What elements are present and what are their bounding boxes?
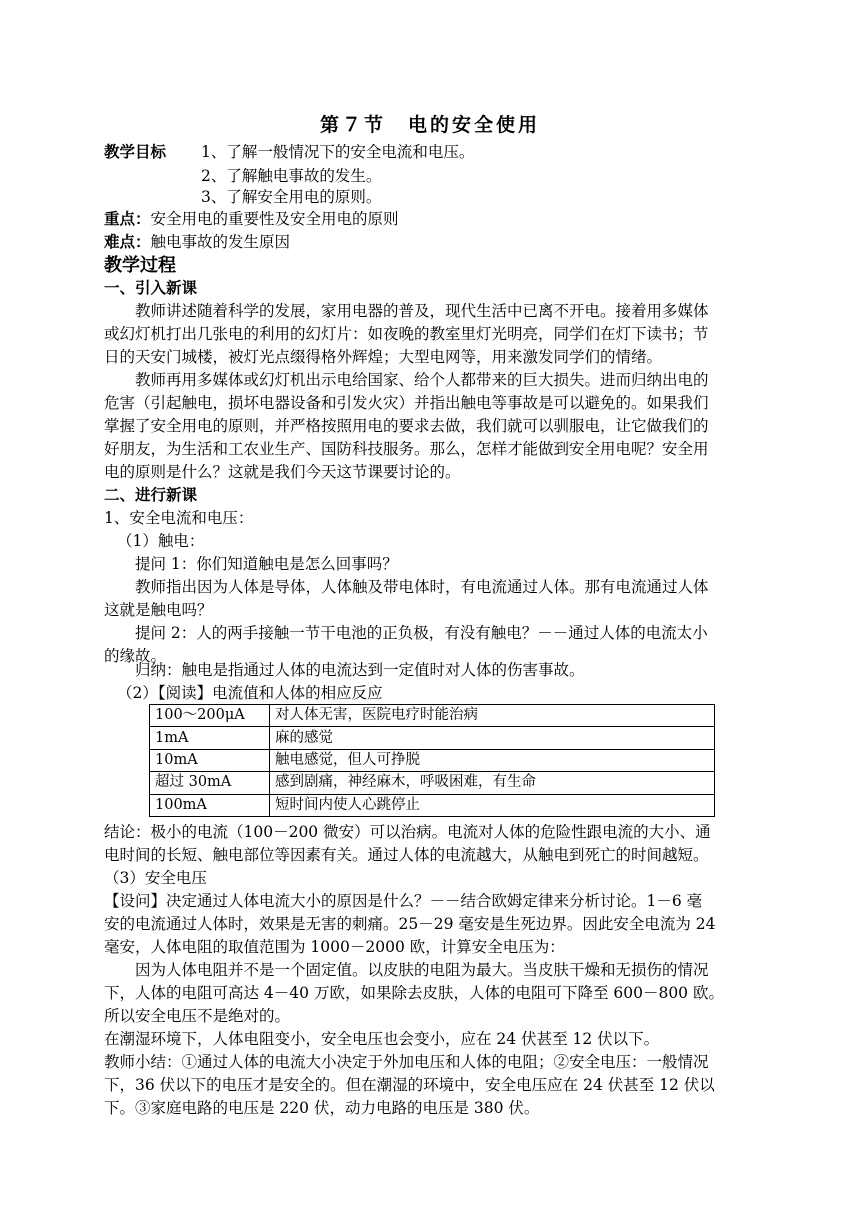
paragraph-line: 或幻灯机打出几张电的利用的幻灯片：如夜晚的教室里灯光明亮，同学们在灯下读书；节 bbox=[104, 325, 709, 343]
difficulty-text: 触电事故的发生原因 bbox=[150, 233, 291, 251]
difficulty-label: 难点： bbox=[104, 233, 151, 251]
summary-line: 下。③家庭电路的电压是 220 伏，动力电路的电压是 380 伏。 bbox=[104, 1099, 540, 1117]
page-title: 第７节 电的安全使用 bbox=[319, 114, 540, 136]
summary-line: 下，36 伏以下的电压才是安全的。但在潮湿的环境中，安全电压应在 24 伏甚至 12 伏以 bbox=[104, 1076, 715, 1094]
reaction-cell: 触电感觉，但人可挣脱 bbox=[270, 749, 715, 771]
subsection-heading: 1、安全电流和电压： bbox=[104, 509, 254, 527]
section2-heading: 二、进行新课 bbox=[104, 486, 198, 504]
paragraph-line: 好朋友，为生活和工农业生产、国防科技服务。那么，怎样才能做到安全用电呢？安全用 bbox=[104, 440, 709, 458]
question-line: 提问 2：人的两手接触一节干电池的正负极，有没有触电？－－通过人体的电流太小 bbox=[135, 624, 708, 642]
paragraph-line: 所以安全电压不是绝对的。 bbox=[104, 1007, 291, 1025]
table-row bbox=[150, 705, 715, 727]
current-reaction-table bbox=[149, 704, 715, 817]
key-point bbox=[104, 207, 399, 231]
table-row bbox=[150, 749, 715, 771]
paragraph-line: 下，人体的电阻可高达 4－40 万欧，如果除去皮肤，人体的电阻可下降至 600－800 欧。 bbox=[104, 984, 724, 1002]
question-line: 提问 1：你们知道触电是怎么回事吗？ bbox=[135, 555, 398, 573]
objectives-label: 教学目标 bbox=[104, 143, 167, 161]
current-cell: 10mA bbox=[150, 749, 270, 771]
table-row bbox=[150, 772, 715, 794]
question-line: 毫安，人体电阻的取值范围为 1000－2000 欧，计算安全电压为： bbox=[104, 938, 565, 956]
objective-item: 2、了解触电事故的发生。 bbox=[201, 167, 382, 185]
difficulty bbox=[104, 230, 290, 254]
current-cell: 1mA bbox=[150, 727, 270, 749]
key-point-label: 重点： bbox=[104, 210, 151, 228]
table-row bbox=[150, 727, 715, 749]
conclusion-line: 结论：极小的电流（100－200 微安）可以治病。电流对人体的危险性跟电流的大小、通 bbox=[104, 823, 711, 841]
reaction-cell: 麻的感觉 bbox=[270, 727, 715, 749]
table-row bbox=[150, 794, 715, 816]
paragraph-line: 这就是触电吗？ bbox=[104, 601, 213, 619]
summary-line: 教师小结：①通过人体的电流大小决定于外加电压和人体的电阻；②安全电压：一般情况 bbox=[104, 1053, 709, 1071]
process-heading: 教学过程 bbox=[104, 255, 176, 276]
paragraph-line: 教师指出因为人体是导体，人体触及带电体时，有电流通过人体。那有电流通过人体 bbox=[135, 578, 709, 596]
item-heading: （1）触电： bbox=[117, 532, 205, 550]
paragraph-line: 因为人体电阻并不是一个固定值。以皮肤的电阻为最大。当皮肤干燥和无损伤的情况 bbox=[135, 961, 709, 979]
paragraph-line: 教师再用多媒体或幻灯机出示电给国家、给个人都带来的巨大损失。进而归纳出电的 bbox=[135, 371, 709, 389]
paragraph-line: 教师讲述随着科学的发展，家用电器的普及，现代生活中已离不开电。接着用多媒体 bbox=[135, 302, 709, 320]
objective-item: 3、了解安全用电的原则。 bbox=[201, 188, 382, 206]
paragraph-line: 在潮湿环境下，人体电阻变小，安全电压也会变小，应在 24 伏甚至 12 伏以下。 bbox=[104, 1030, 660, 1048]
paragraph-line: 日的天安门城楼，被灯光点缀得格外辉煌；大型电网等，用来激发同学们的情绪。 bbox=[104, 348, 663, 366]
current-cell: 100～200μA bbox=[150, 705, 270, 727]
reaction-cell: 短时间内使人心跳停止 bbox=[270, 794, 715, 816]
summary-line: 归纳：触电是指通过人体的电流达到一定值时对人体的伤害事故。 bbox=[135, 661, 585, 679]
question-line: 【设问】决定通过人体电流大小的原因是什么？－－结合欧姆定律来分析讨论。1－6 毫 bbox=[104, 892, 703, 910]
reaction-cell: 感到剧痛，神经麻木，呼吸困难，有生命 bbox=[270, 772, 715, 794]
paragraph-line: 危害（引起触电，损坏电器设备和引发火灾）并指出触电等事故是可以避免的。如果我们 bbox=[104, 394, 709, 412]
section1-heading: 一、引入新课 bbox=[104, 279, 198, 297]
item-heading: （3）安全电压 bbox=[104, 869, 207, 887]
reaction-cell: 对人体无害，医院电疗时能治病 bbox=[270, 705, 715, 727]
item-heading: （2）【阅读】电流值和人体的相应反应 bbox=[117, 684, 383, 702]
question-line: 的缘故。 bbox=[104, 647, 167, 665]
paragraph-line: 电的原则是什么？这就是我们今天这节课要讨论的。 bbox=[104, 463, 461, 481]
current-cell: 100mA bbox=[150, 794, 270, 816]
conclusion-line: 电时间的长短、触电部位等因素有关。通过人体的电流越大，从触电到死亡的时间越短。 bbox=[104, 846, 709, 864]
question-line: 安的电流通过人体时，效果是无害的刺痛。25－29 毫安是生死边界。因此安全电流为 24 bbox=[104, 915, 716, 933]
objective-item: 1、了解一般情况下的安全电流和电压。 bbox=[201, 143, 475, 161]
current-cell: 超过 30mA bbox=[150, 772, 270, 794]
paragraph-line: 掌握了安全用电的原则，并严格按照用电的要求去做，我们就可以驯服电，让它做我们的 bbox=[104, 417, 709, 435]
key-point-text: 安全用电的重要性及安全用电的原则 bbox=[150, 210, 399, 228]
